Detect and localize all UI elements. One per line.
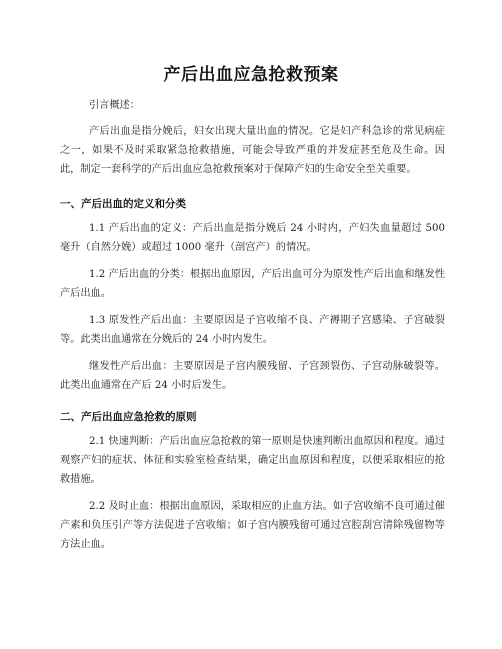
section-1-heading: 一、产后出血的定义和分类 — [60, 198, 186, 210]
intro-paragraph: 产后出血是指分娩后，妇女出现大量出血的情况。它是妇产科急诊的常见病症之一，如果不及时采取紧急抢救措施，可能会导致严重的并发症甚至危及生命。因此，制定一套科学的产后出血应急抢救预案对于保障产妇的生命安全至关重要。 — [60, 126, 445, 175]
section-2-heading: 二、产后出血应急抢救的原则 — [60, 411, 197, 423]
section-1-paragraph-4: 继发性产后出血：主要原因是子宫内膜残留、子宫颈裂伤、子宫动脉破裂等。此类出血通常在产后 24 小时后发生。 — [60, 361, 445, 391]
document-title: 产后出血应急抢救预案 — [163, 65, 339, 85]
section-1-paragraph-1: 1.1 产后出血的定义：产后出血是指分娩后 24 小时内，产妇失血量超过 500 毫升（自然分娩）或超过 1000 毫升（剖宫产）的情况。 — [60, 223, 445, 253]
section-2-paragraph-1: 2.1 快速判断：产后出血应急抢救的第一原则是快速判断出血原因和程度。通过观察产妇的症状、体征和实验室检查结果，确定出血原因和程度，以便采取相应的抢救措施。 — [60, 436, 445, 485]
section-1-paragraph-3: 1.3 原发性产后出血：主要原因是子宫收缩不良、产褥期子宫感染、子宫破裂等。此类出血通常在分娩后的 24 小时内发生。 — [60, 315, 445, 345]
section-1-paragraph-2: 1.2 产后出血的分类：根据出血原因，产后出血可分为原发性产后出血和继发性产后出血。 — [60, 269, 445, 299]
section-2-paragraph-2: 2.2 及时止血：根据出血原因，采取相应的止血方法。如子宫收缩不良可通过催产素和负压引产等方法促进子宫收缩；如子宫内膜残留可通过宫腔刮宫清除残留物等方法止血。 — [60, 501, 445, 550]
intro-label: 引言概述： — [89, 100, 140, 111]
